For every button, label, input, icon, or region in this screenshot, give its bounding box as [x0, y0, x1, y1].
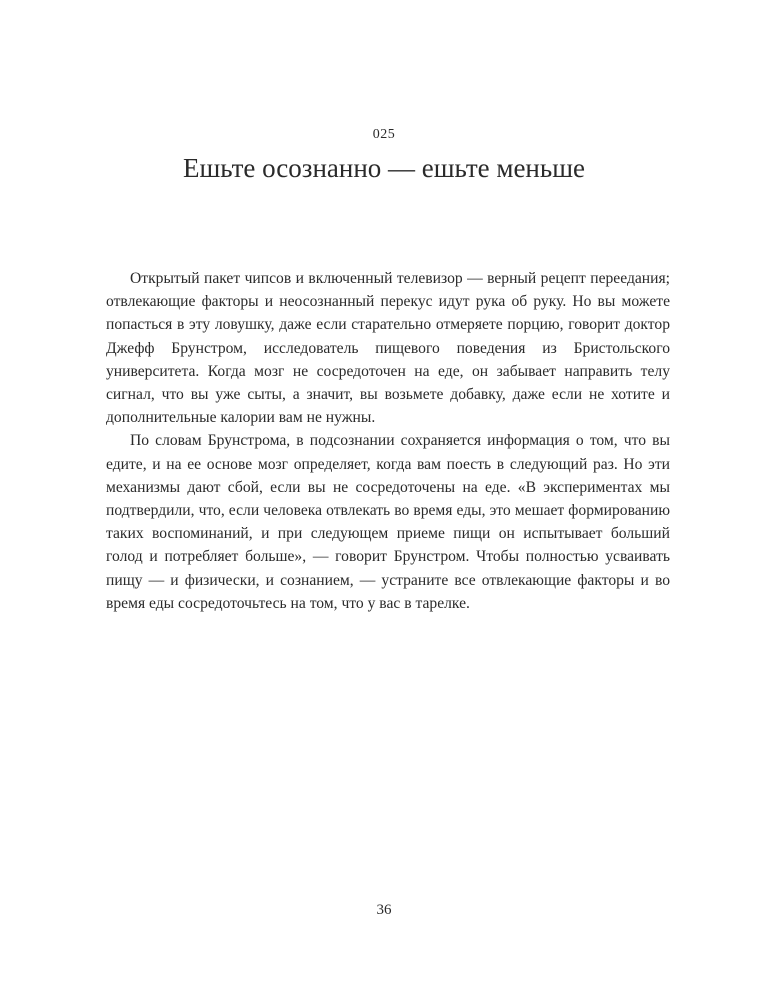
chapter-number: 025 — [372, 127, 396, 142]
body-text — [106, 267, 670, 615]
page-number: 36 — [376, 902, 392, 918]
paragraph-1: Открытый пакет чипсов и включенный телевизор — верный рецепт переедания; отвлекающие факторы и неосознанный перекус идут рука об руку. Но вы можете попасться в эту ловушку, даже если старательно отмеряете порцию, говорит доктор Джефф Брунстром, исследователь пищевого поведения из Бристольского университета. Когда мозг не сосредоточен на еде, он забывает направить телу сигнал, что вы уже сыты, а значит, вы возьмете добавку, даже если не хотите и дополнительные калории вам не нужны. — [106, 270, 670, 427]
chapter-title: Ешьте осознанно — ешьте меньше — [183, 153, 585, 183]
paragraph-2: По словам Брунстрома, в подсознании сохраняется информация о том, что вы едите, и на ее основе мозг определяет, когда вам поесть в следующий раз. Но эти механизмы дают сбой, если вы не сосредоточены на еде. «В экспериментах мы подтвердили, что, если человека отвлекать во время еды, это мешает формированию таких воспоминаний, и при следующем приеме пищи он испытывает больший голод и потребляет больше», — говорит Брунстром. Чтобы полностью усваивать пищу — и физически, и сознанием, — устраните все отвлекающие факторы и во время еды сосредоточьтесь на том, что у вас в тарелке. — [106, 432, 670, 612]
